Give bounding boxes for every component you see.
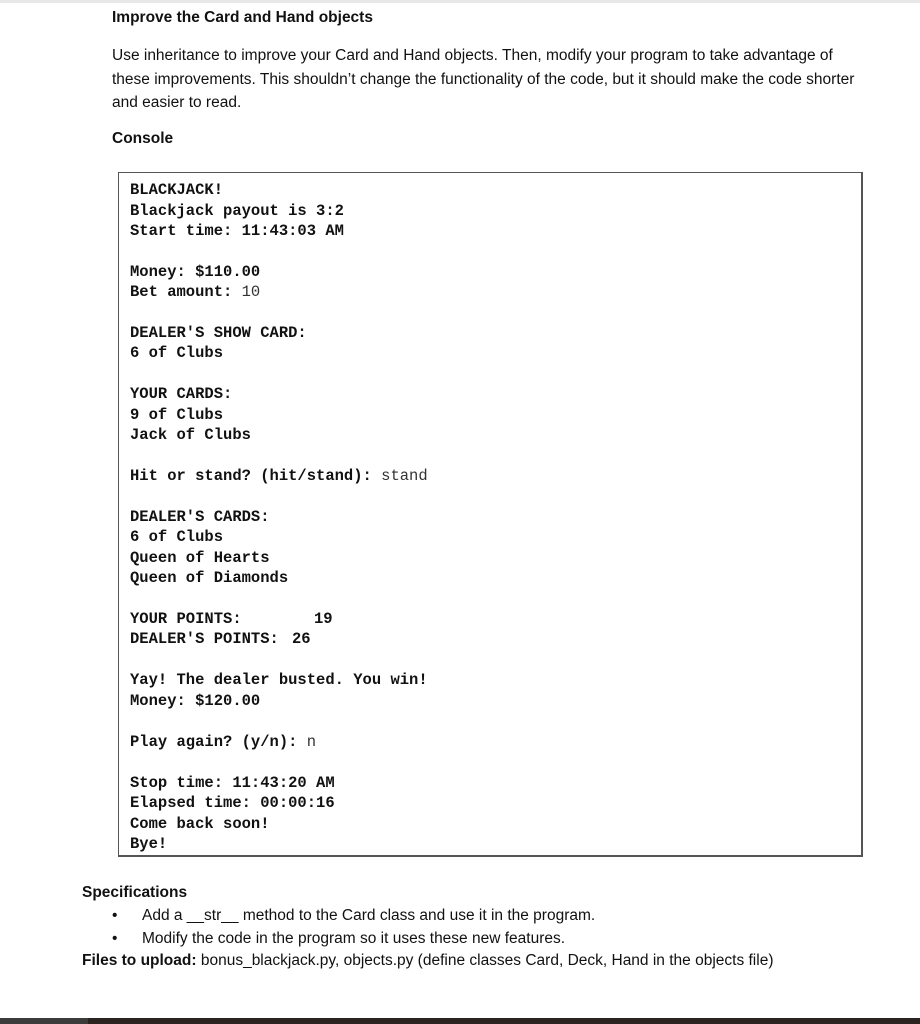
console-your-card: Jack of Clubs — [130, 426, 251, 444]
console-elapsed-time: Elapsed time: 00:00:16 — [130, 794, 335, 812]
spec-item-text: Add a __str__ method to the Card class and use it in the program. — [142, 907, 596, 924]
console-play-again-prompt: Play again? (y/n): — [130, 733, 307, 751]
console-start-time: Start time: 11:43:03 AM — [130, 222, 344, 240]
console-dealer-points-value: 26 — [292, 630, 311, 648]
console-bye: Bye! — [130, 835, 168, 853]
console-dealer-points-label: DEALER'S POINTS: — [130, 630, 279, 648]
console-hit-prompt: Hit or stand? (hit/stand): — [130, 467, 382, 485]
console-your-cards-label: YOUR CARDS: — [130, 385, 233, 403]
console-title: BLACKJACK! — [130, 181, 224, 199]
console-dealer-show-card: 6 of Clubs — [130, 344, 224, 362]
console-hit-line — [130, 467, 428, 485]
console-dealer-points-line — [130, 630, 311, 648]
console-your-points-line — [130, 610, 333, 628]
bullet-icon: • — [112, 907, 118, 924]
console-money-after: Money: $120.00 — [130, 692, 261, 710]
taskbar-left-segment — [0, 1018, 88, 1024]
console-result: Yay! The dealer busted. You win! — [130, 671, 428, 689]
taskbar-strip — [0, 1018, 920, 1024]
specifications-heading: Specifications — [82, 884, 188, 901]
console-your-points-label: YOUR POINTS: — [130, 610, 242, 628]
console-dealer-show-label: DEALER'S SHOW CARD: — [130, 324, 307, 342]
console-come-back: Come back soon! — [130, 815, 270, 833]
console-dealer-card: 6 of Clubs — [130, 528, 224, 546]
files-label: Files to upload: — [82, 952, 197, 969]
console-play-again-line — [130, 733, 316, 751]
spec-item-text: Modify the code in the program so it uses these new features. — [142, 930, 566, 947]
console-bet-line — [130, 283, 260, 301]
console-bet-value: 10 — [241, 283, 261, 301]
top-divider — [0, 0, 920, 3]
console-dealer-card: Queen of Diamonds — [130, 569, 289, 587]
console-dealer-card: Queen of Hearts — [130, 549, 270, 567]
console-label: Console — [112, 130, 174, 147]
console-play-again-answer: n — [306, 733, 317, 751]
bullet-icon: • — [112, 930, 118, 947]
console-your-points-value: 19 — [314, 610, 333, 628]
console-hit-answer: stand — [381, 467, 428, 485]
section-heading: Improve the Card and Hand objects — [112, 9, 373, 26]
intro-paragraph: Use inheritance to improve your Card and Hand objects. Then, modify your program to take advantage of these improvements. This shouldn’t change the functionality of the code, but it should make the code shorter and easier to read. — [112, 47, 855, 111]
console-payout: Blackjack payout is 3:2 — [130, 202, 344, 220]
console-money: Money: $110.00 — [130, 263, 261, 281]
console-bet-label: Bet amount: — [130, 283, 242, 301]
files-to-upload — [82, 952, 773, 970]
console-stop-time: Stop time: 11:43:20 AM — [130, 774, 335, 792]
console-output-box — [118, 172, 863, 857]
console-your-card: 9 of Clubs — [130, 406, 224, 424]
files-value: bonus_blackjack.py, objects.py (define classes Card, Deck, Hand in the objects file) — [196, 952, 774, 969]
console-dealer-cards-label: DEALER'S CARDS: — [130, 508, 270, 526]
